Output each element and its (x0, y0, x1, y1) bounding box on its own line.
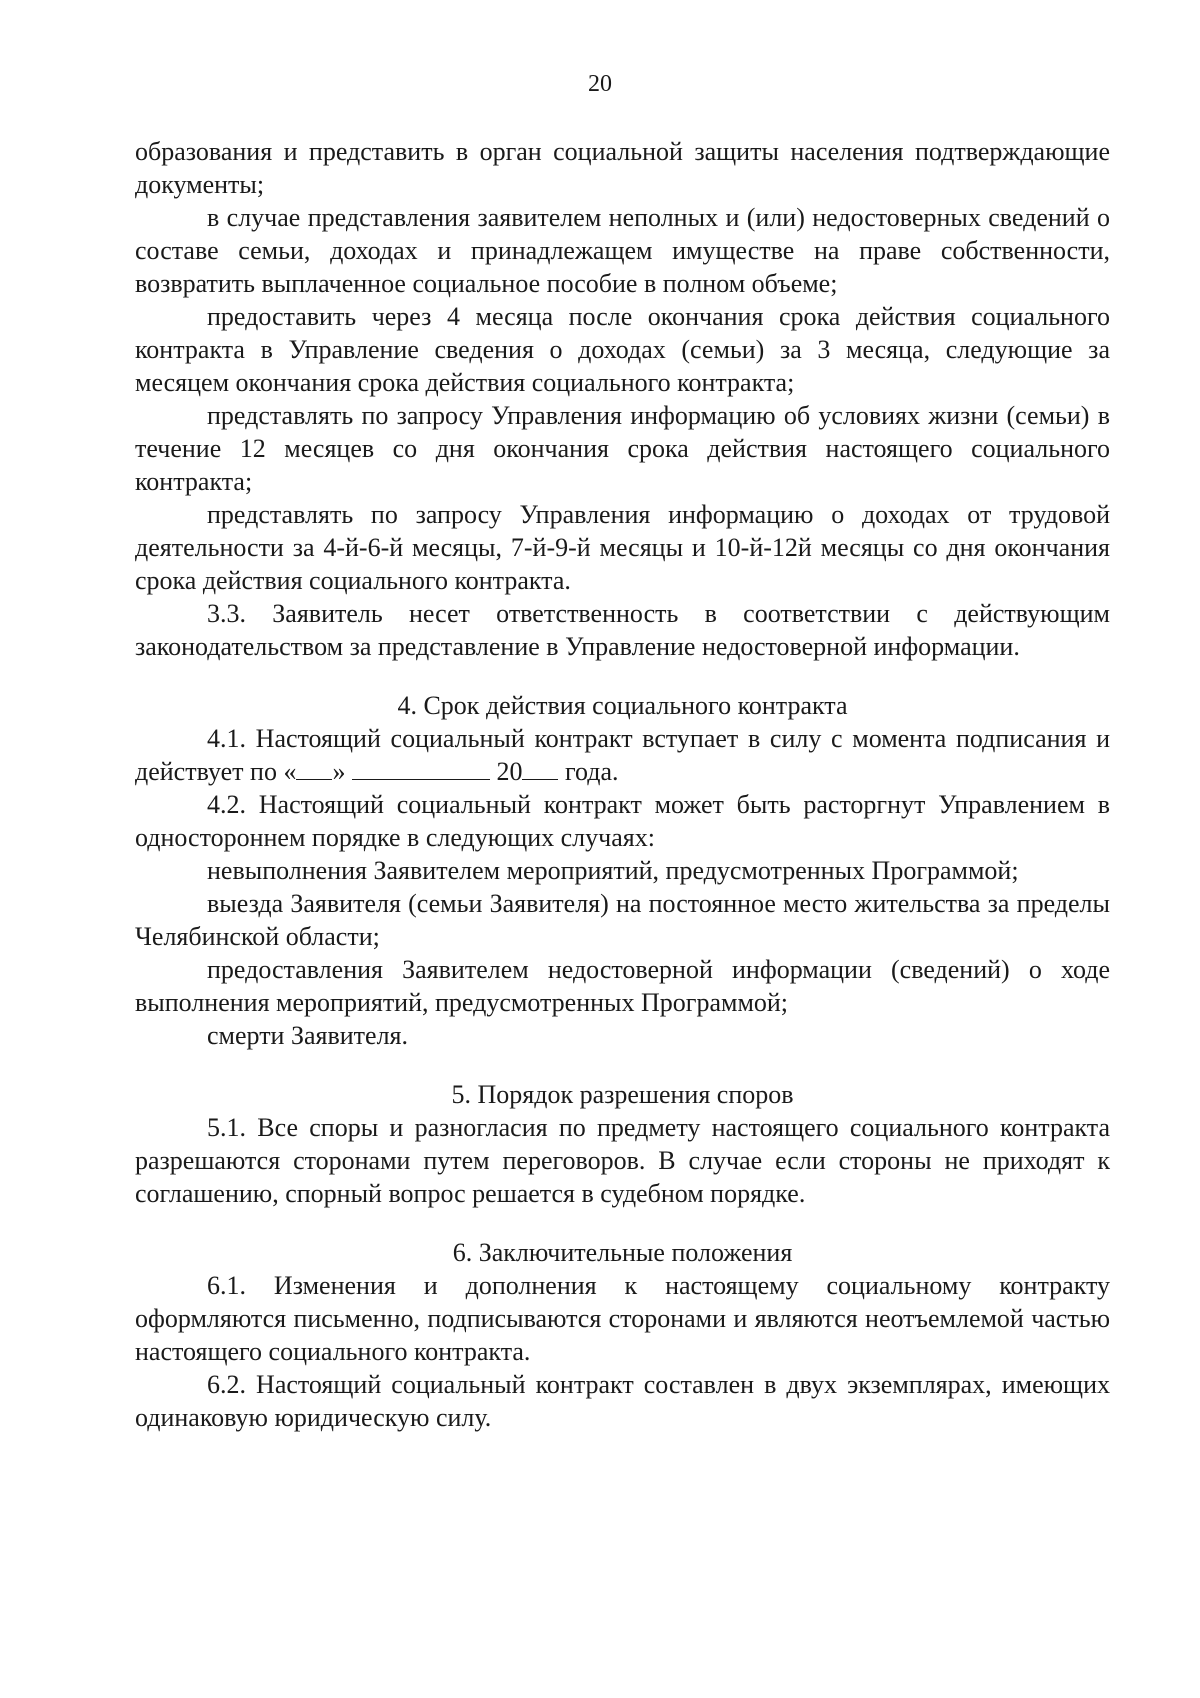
paragraph: представлять по запросу Управления информацию об условиях жизни (семьи) в течение 12 месяцев со дня окончания срока действия настоящего социального контракта; (135, 401, 1110, 496)
document-body (135, 135, 1110, 1434)
blank-month-field[interactable] (352, 757, 490, 780)
clause-4-2: 4.2. Настоящий социальный контракт может быть расторгнут Управлением в одностороннем порядке в следующих случаях: (135, 790, 1110, 852)
paragraph: 3.3. Заявитель несет ответственность в соответствии с действующим законодательством за представление в Управление недостоверной информации. (135, 599, 1110, 661)
blank-day-field[interactable] (296, 757, 332, 780)
clause-4-1 (135, 722, 1110, 788)
paragraph: в случае представления заявителем неполных и (или) недостоверных сведений о составе семьи, доходах и принадлежащем имуществе на праве собственности, возвратить выплаченное социальное пособие в полном объеме; (135, 203, 1110, 298)
paragraph: представлять по запросу Управления информацию о доходах от трудовой деятельности за 4-й-6-й месяцы, 7-й-9-й месяцы и 10-й-12й месяцы со дня окончания срока действия социального контракта. (135, 500, 1110, 595)
clause-text: 20 (496, 757, 523, 786)
page-number: 20 (588, 71, 612, 97)
termination-case: невыполнения Заявителем мероприятий, предусмотренных Программой; (207, 856, 1019, 885)
blank-year-field[interactable] (522, 757, 558, 780)
clause-6-1: 6.1. Изменения и дополнения к настоящему социальному контракту оформляются письменно, подписываются сторонами и являются неотъемлемой частью настоящего социального контракта. (135, 1271, 1110, 1366)
paragraph: предоставить через 4 месяца после окончания срока действия социального контракта в Управление сведения о доходах (семьи) за 3 месяца, следующие за месяцем окончания срока действия социального контракта; (135, 302, 1110, 397)
clause-text: 4.1. Настоящий социальный контракт вступает в силу с момента подписания и действует по « (135, 724, 1110, 786)
termination-case: предоставления Заявителем недостоверной информации (сведений) о ходе выполнения мероприятий, предусмотренных Программой; (135, 955, 1110, 1017)
paragraph: образования и представить в орган социальной защиты населения подтверждающие документы; (135, 137, 1110, 199)
clause-5-1: 5.1. Все споры и разногласия по предмету настоящего социального контракта разрешаются сторонами путем переговоров. В случае если стороны не приходят к соглашению, спорный вопрос решается в судебном порядке. (135, 1113, 1110, 1208)
section-heading-4: 4. Срок действия социального контракта (397, 691, 848, 720)
clause-text: года. (564, 757, 619, 786)
termination-case: выезда Заявителя (семьи Заявителя) на постоянное место жительства за пределы Челябинской области; (135, 889, 1110, 951)
clause-6-2: 6.2. Настоящий социальный контракт составлен в двух экземплярах, имеющих одинаковую юридическую силу. (135, 1370, 1110, 1432)
clause-text: » (332, 757, 346, 786)
section-heading-6: 6. Заключительные положения (452, 1238, 793, 1267)
section-heading-5: 5. Порядок разрешения споров (451, 1080, 794, 1109)
termination-case: смерти Заявителя. (207, 1021, 409, 1050)
